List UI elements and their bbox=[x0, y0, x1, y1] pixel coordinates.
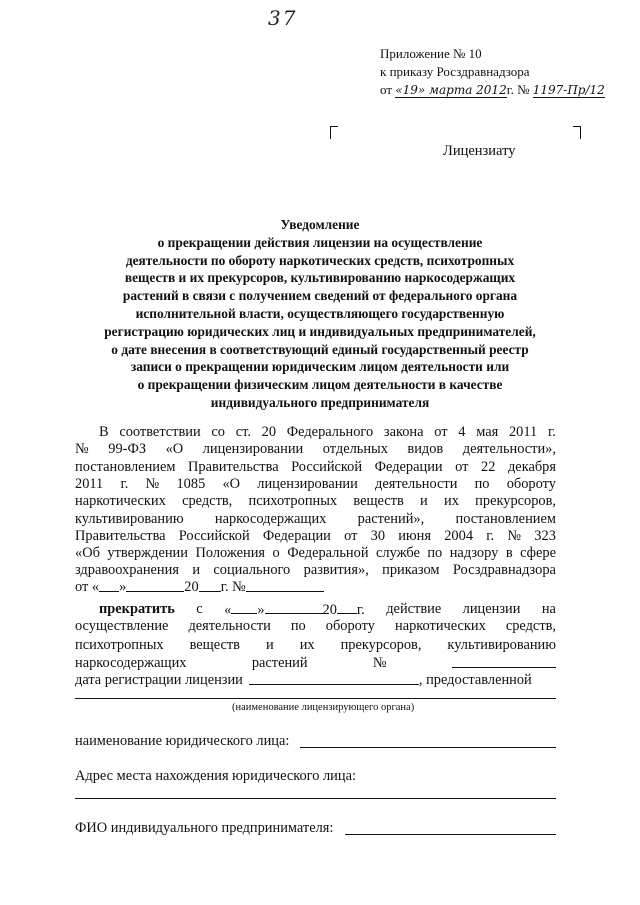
annex-date-line: от «19» марта 2012г. № 1197-Пр/12 bbox=[380, 82, 605, 97]
word: наркотических bbox=[75, 493, 166, 510]
word: 4 bbox=[458, 424, 466, 440]
ie-name-field[interactable] bbox=[345, 834, 556, 835]
word: постановлением bbox=[455, 510, 556, 527]
word: от bbox=[434, 424, 448, 440]
word: наркотических bbox=[395, 618, 486, 634]
annex-title: Приложение № 10 bbox=[380, 46, 482, 61]
word: их bbox=[299, 636, 315, 653]
word: психотропных bbox=[248, 493, 338, 510]
annex-header bbox=[380, 45, 605, 99]
registration-line: дата регистрации лицензии , предоставленной bbox=[75, 672, 532, 688]
word: со bbox=[211, 424, 225, 440]
word: веществ bbox=[353, 493, 404, 510]
text-line bbox=[75, 511, 556, 528]
word: июня bbox=[398, 527, 432, 544]
word: декабря bbox=[507, 458, 556, 475]
word: 2011 bbox=[508, 424, 538, 440]
address-corner-left bbox=[330, 126, 338, 139]
word: культивированию bbox=[75, 510, 184, 527]
word: утверждении bbox=[107, 545, 188, 562]
word: культивированию bbox=[447, 636, 556, 653]
text-line bbox=[75, 618, 556, 635]
word: и bbox=[420, 493, 428, 510]
word: прекурсоров, bbox=[340, 636, 422, 653]
text-line bbox=[75, 493, 556, 510]
word: деятельности bbox=[188, 618, 271, 634]
word: № bbox=[75, 441, 89, 458]
word: г. bbox=[547, 424, 556, 440]
narco-line: наркосодержащих растений № bbox=[75, 655, 556, 672]
word: средств, bbox=[182, 493, 233, 510]
text-line bbox=[75, 476, 556, 493]
word: от bbox=[455, 458, 469, 475]
word: мая bbox=[476, 424, 499, 440]
word: обороту bbox=[506, 475, 556, 492]
word: и bbox=[192, 562, 201, 579]
word: г. bbox=[120, 475, 129, 492]
word: здравоохранения bbox=[75, 562, 179, 579]
word: В bbox=[99, 424, 109, 440]
word: Федерации bbox=[262, 527, 331, 544]
text-line bbox=[75, 441, 556, 458]
text-line bbox=[75, 459, 556, 476]
word: 30 bbox=[370, 527, 386, 544]
termination-line: прекратить с « » 20 г. действие лицензии на bbox=[99, 601, 556, 618]
address-label: Адрес места нахождения юридического лица: bbox=[75, 768, 356, 784]
order-day-blank[interactable] bbox=[99, 579, 119, 592]
order-number-blank[interactable] bbox=[246, 579, 324, 592]
word: ст. bbox=[235, 424, 251, 440]
license-number-blank[interactable] bbox=[452, 655, 556, 668]
word: Федеральной bbox=[287, 545, 369, 562]
word: видов bbox=[407, 441, 444, 458]
word: надзору bbox=[449, 545, 499, 562]
word: «Об bbox=[75, 545, 100, 562]
word: «О bbox=[222, 475, 241, 492]
word: Федерального bbox=[286, 424, 374, 440]
word: прекурсоров, bbox=[475, 493, 556, 510]
text-line bbox=[75, 528, 556, 545]
word: приказом bbox=[382, 562, 440, 579]
legal-name-field[interactable] bbox=[300, 747, 556, 748]
word: Российской bbox=[178, 527, 250, 544]
order-year-blank[interactable] bbox=[199, 579, 221, 592]
word: службе bbox=[376, 545, 420, 562]
word: 1085 bbox=[176, 475, 206, 492]
word: 20 bbox=[261, 424, 277, 440]
word: Федерации bbox=[374, 458, 443, 475]
ie-name-label: ФИО индивидуального предпринимателя: bbox=[75, 820, 334, 836]
stop-month-blank[interactable] bbox=[265, 601, 323, 614]
word: деятельности bbox=[375, 475, 458, 492]
word: сфере bbox=[520, 545, 556, 562]
text-line bbox=[75, 562, 556, 579]
word: Российской bbox=[291, 458, 363, 475]
word: по bbox=[290, 618, 306, 634]
word: «О bbox=[165, 441, 184, 458]
licensing-authority-caption: (наименование лицензирующего органа) bbox=[232, 702, 415, 713]
word: соответствии bbox=[119, 424, 201, 440]
word: № bbox=[507, 527, 522, 544]
word: средств, bbox=[505, 618, 556, 634]
licensing-authority-field[interactable] bbox=[75, 698, 556, 699]
word: Правительства bbox=[75, 527, 166, 544]
word: отдельных bbox=[322, 441, 388, 458]
annex-order: к приказу Росздравнадзора bbox=[380, 64, 530, 79]
text-line bbox=[75, 545, 556, 562]
addressee: Лицензиату bbox=[443, 143, 516, 159]
stop-year-blank[interactable] bbox=[337, 601, 357, 614]
word: социального bbox=[213, 562, 291, 579]
word: и bbox=[265, 636, 274, 653]
word: о bbox=[272, 545, 280, 562]
order-month-blank[interactable] bbox=[126, 579, 184, 592]
text-line bbox=[75, 637, 556, 654]
word: Правительства bbox=[188, 458, 279, 475]
word: № bbox=[145, 475, 160, 492]
word: 2004 bbox=[444, 527, 474, 544]
legal-name-label: наименование юридического лица: bbox=[75, 733, 290, 749]
registration-date-blank[interactable] bbox=[249, 672, 419, 685]
word: Положения bbox=[195, 545, 266, 562]
address-field[interactable] bbox=[75, 798, 556, 799]
word: веществ bbox=[189, 636, 240, 653]
word: 99-ФЗ bbox=[108, 441, 147, 458]
word: наркосодержащих bbox=[214, 510, 327, 527]
word: Росздравнадзора bbox=[452, 562, 556, 579]
notice-title: Уведомление о прекращении действия лицензии на осуществление деятельности по обороту наркотических средств, психотропных веществ и их прекурсоров, культивированию наркосодержащих растений в связи с получением сведений от федерального органа исполнительной власти, осуществляющего государственную регистрацию юридических лиц и индивидуальных предпринимателей, о дате внесения в соответствующий единый государственный реестр записи о прекращении юридическим лицом деятельности или о прекращении физическим лицом деятельности в качестве индивидуального предпринимателя bbox=[104, 217, 536, 410]
word: от bbox=[344, 527, 358, 544]
word: их bbox=[444, 493, 459, 510]
address-corner-right bbox=[573, 126, 581, 139]
word: обороту bbox=[325, 618, 375, 634]
word: 22 bbox=[481, 458, 496, 475]
stop-day-blank[interactable] bbox=[231, 601, 257, 614]
word: лицензировании bbox=[257, 475, 358, 492]
word: г. bbox=[486, 527, 495, 544]
order-ref-line: от « » 20 г. № bbox=[75, 579, 556, 596]
word: по bbox=[427, 545, 443, 562]
word: 323 bbox=[534, 527, 556, 544]
word: растений», bbox=[357, 510, 425, 527]
word: по bbox=[474, 475, 490, 492]
text-line bbox=[99, 424, 556, 441]
word: закона bbox=[383, 424, 424, 440]
word: развития», bbox=[303, 562, 369, 579]
word: деятельности», bbox=[462, 441, 556, 458]
page-number: 37 bbox=[268, 6, 298, 30]
word: постановлением bbox=[75, 458, 176, 475]
handwritten-number: 1197-Пр/12 bbox=[532, 83, 605, 97]
word: осуществление bbox=[75, 618, 169, 634]
word: 2011 bbox=[75, 475, 104, 492]
handwritten-date: «19» марта 2012 bbox=[395, 83, 507, 97]
word: лицензировании bbox=[202, 441, 304, 458]
word: психотропных bbox=[75, 636, 164, 653]
word: в bbox=[505, 545, 513, 562]
